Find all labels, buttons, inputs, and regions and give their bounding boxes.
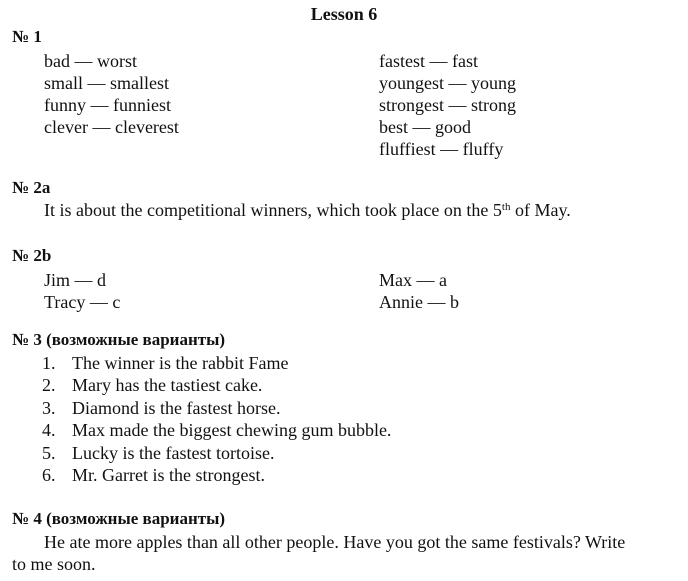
list-item (42, 374, 391, 396)
list-item-text: Mr. Garret is the strongest. (72, 464, 265, 485)
list-item-text: Diamond is the fastest horse. (72, 397, 281, 418)
list-item-number: 1. (42, 353, 56, 373)
list-item-text: Lucky is the fastest tortoise. (72, 442, 275, 463)
list-item (42, 397, 391, 419)
ex1-right-pair: fastest — fast (379, 51, 478, 71)
list-item-number: 6. (42, 464, 56, 485)
list-item (42, 464, 391, 486)
list-item-text: Max made the biggest chewing gum bubble. (72, 420, 392, 441)
ex2a-text-before: It is about the competitional winners, which took place on the 5 (44, 200, 502, 220)
ex2b-match: Jim — d (44, 270, 107, 290)
ex1-left-pair: funny — funniest (44, 95, 171, 115)
ex1-right-pair: fluffiest — fluffy (379, 139, 504, 159)
list-item (42, 442, 391, 464)
ex2b-match: Annie — b (379, 292, 459, 312)
ex2b-match: Max — a (379, 270, 447, 290)
list-item-number: 5. (42, 442, 56, 463)
ex2a-superscript: th (501, 201, 511, 213)
ex1-right-pair: best — good (379, 117, 471, 137)
lesson-title: Lesson 6 (310, 4, 378, 24)
exercise-4-heading: № 4 (возможные варианты) (12, 509, 226, 528)
ex4-answer-line-1: He ate more apples than all other people. Have you got the same festivals? Write (44, 532, 626, 552)
exercise-2a-heading: № 2a (12, 178, 51, 197)
list-item (42, 352, 391, 374)
list-item-number: 2. (42, 375, 56, 396)
ex1-left-pair: small — smallest (44, 73, 169, 93)
ex4-answer-line-2: to me soon. (12, 554, 96, 574)
list-item-text: The winner is the rabbit Fame (72, 353, 289, 373)
ex1-left-pair: bad — worst (44, 51, 137, 71)
ex1-left-pair: clever — cleverest (44, 117, 179, 137)
exercise-1-heading: № 1 (12, 27, 42, 46)
list-item-number: 3. (42, 397, 56, 418)
list-item-number: 4. (42, 420, 56, 441)
exercise-3-heading: № 3 (возможные варианты) (12, 330, 226, 349)
exercise-2b-heading: № 2b (12, 246, 52, 265)
ex1-right-pair: youngest — young (379, 73, 516, 93)
list-item (42, 419, 391, 441)
list-item-text: Mary has the tastiest cake. (72, 375, 263, 396)
ex2a-text-after: of May. (510, 200, 571, 220)
ex3-answer-list (42, 352, 391, 486)
ex1-right-pair: strongest — strong (379, 95, 516, 115)
ex2b-match: Tracy — c (44, 292, 121, 312)
ex2a-answer (44, 200, 571, 221)
